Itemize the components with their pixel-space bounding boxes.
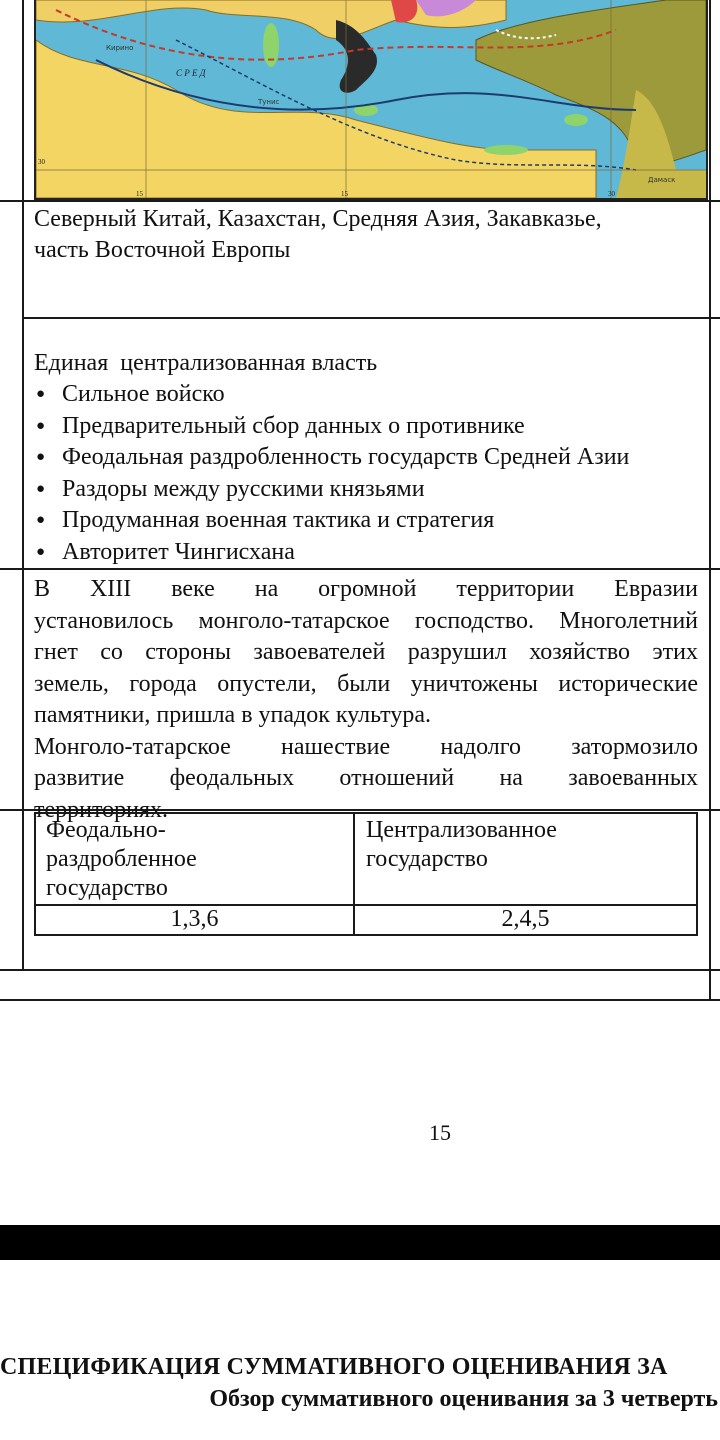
consequences-line-3: гнет со стороны завоевателей разрушил хозяйство этих bbox=[34, 639, 698, 665]
list-item: ● Авторитет Чингисхана bbox=[34, 537, 704, 569]
consequences-line-2: установилось монголо-татарское господство. Многолетний bbox=[34, 607, 698, 634]
consequences-line-6: Монголо-татарское нашествие надолго затормозило bbox=[34, 733, 698, 760]
map-label-damask: Дамаск bbox=[648, 176, 676, 184]
row-divider-6 bbox=[0, 999, 720, 1001]
consequences-line-1: В XIII веке на огромной территории Евразии bbox=[34, 576, 698, 602]
territories-line-1: Северный Китай, Казахстан, Средняя Азия, Закавказье, bbox=[34, 206, 602, 232]
spec-title: СПЕЦИФИКАЦИЯ СУММАТИВНОГО ОЦЕНИВАНИЯ ЗА bbox=[0, 1354, 668, 1380]
reasons-cell bbox=[34, 348, 704, 568]
map-scale-left: 30 bbox=[38, 158, 45, 166]
map-label-kirino: Кирино bbox=[106, 44, 134, 52]
reasons-heading: Единая централизованная власть bbox=[34, 350, 378, 376]
list-item: ● Продуманная военная тактика и стратегия bbox=[34, 505, 704, 537]
territories-line-2: часть Восточной Европы bbox=[34, 237, 291, 263]
map-sea-letter: С Р Е Д bbox=[176, 68, 206, 78]
consequences-line-7: развитие феодальных отношений на завоеванных bbox=[34, 765, 698, 791]
row-divider-3 bbox=[0, 568, 720, 570]
header-feudal bbox=[46, 816, 346, 903]
comparison-table bbox=[34, 812, 698, 936]
value-centralized: 2,4,5 bbox=[501, 906, 550, 932]
map-label-tunis: Тунис bbox=[258, 98, 280, 106]
header-feudal-line-2: раздробленное bbox=[46, 846, 197, 872]
map-scale-bottom-2: 15 bbox=[341, 190, 348, 198]
header-feudal-line-1: Феодально- bbox=[46, 817, 166, 843]
consequences-cell bbox=[34, 574, 698, 826]
territories-cell bbox=[34, 204, 694, 266]
value-feudal: 1,3,6 bbox=[170, 906, 219, 932]
list-item: ● Сильное войско bbox=[34, 379, 704, 411]
row-divider-2 bbox=[22, 317, 720, 319]
page-number: 15 bbox=[429, 1120, 451, 1145]
table-border-right bbox=[709, 0, 711, 1000]
row-divider-1 bbox=[0, 200, 720, 202]
spec-subtitle: Обзор суммативного оценивания за 3 четверть bbox=[209, 1386, 718, 1412]
header-centralized-line-1: Централизованное bbox=[366, 817, 557, 843]
reasons-list bbox=[34, 379, 704, 568]
header-centralized bbox=[366, 816, 686, 874]
list-item: ● Раздоры между русскими князьями bbox=[34, 474, 704, 506]
consequences-line-4: земель, города опустели, были уничтожены исторические bbox=[34, 670, 698, 697]
page-break-band bbox=[0, 1225, 720, 1260]
list-item: ● Феодальная раздробленность государств Средней Азии bbox=[34, 442, 704, 474]
map-scale-bottom-1: 15 bbox=[136, 190, 143, 198]
table-border-left bbox=[22, 0, 24, 970]
header-feudal-line-3: государство bbox=[46, 875, 168, 901]
map-graphic bbox=[36, 0, 706, 198]
historical-map bbox=[34, 0, 708, 200]
list-item: ● Предварительный сбор данных о противнике bbox=[34, 411, 704, 443]
consequences-line-5: памятники, пришла в упадок культура. bbox=[34, 702, 431, 728]
row-divider-5 bbox=[0, 969, 720, 971]
header-centralized-line-2: государство bbox=[366, 846, 488, 872]
map-scale-bottom-3: 30 bbox=[608, 190, 615, 198]
consequences-line-8: территориях. bbox=[34, 796, 169, 823]
